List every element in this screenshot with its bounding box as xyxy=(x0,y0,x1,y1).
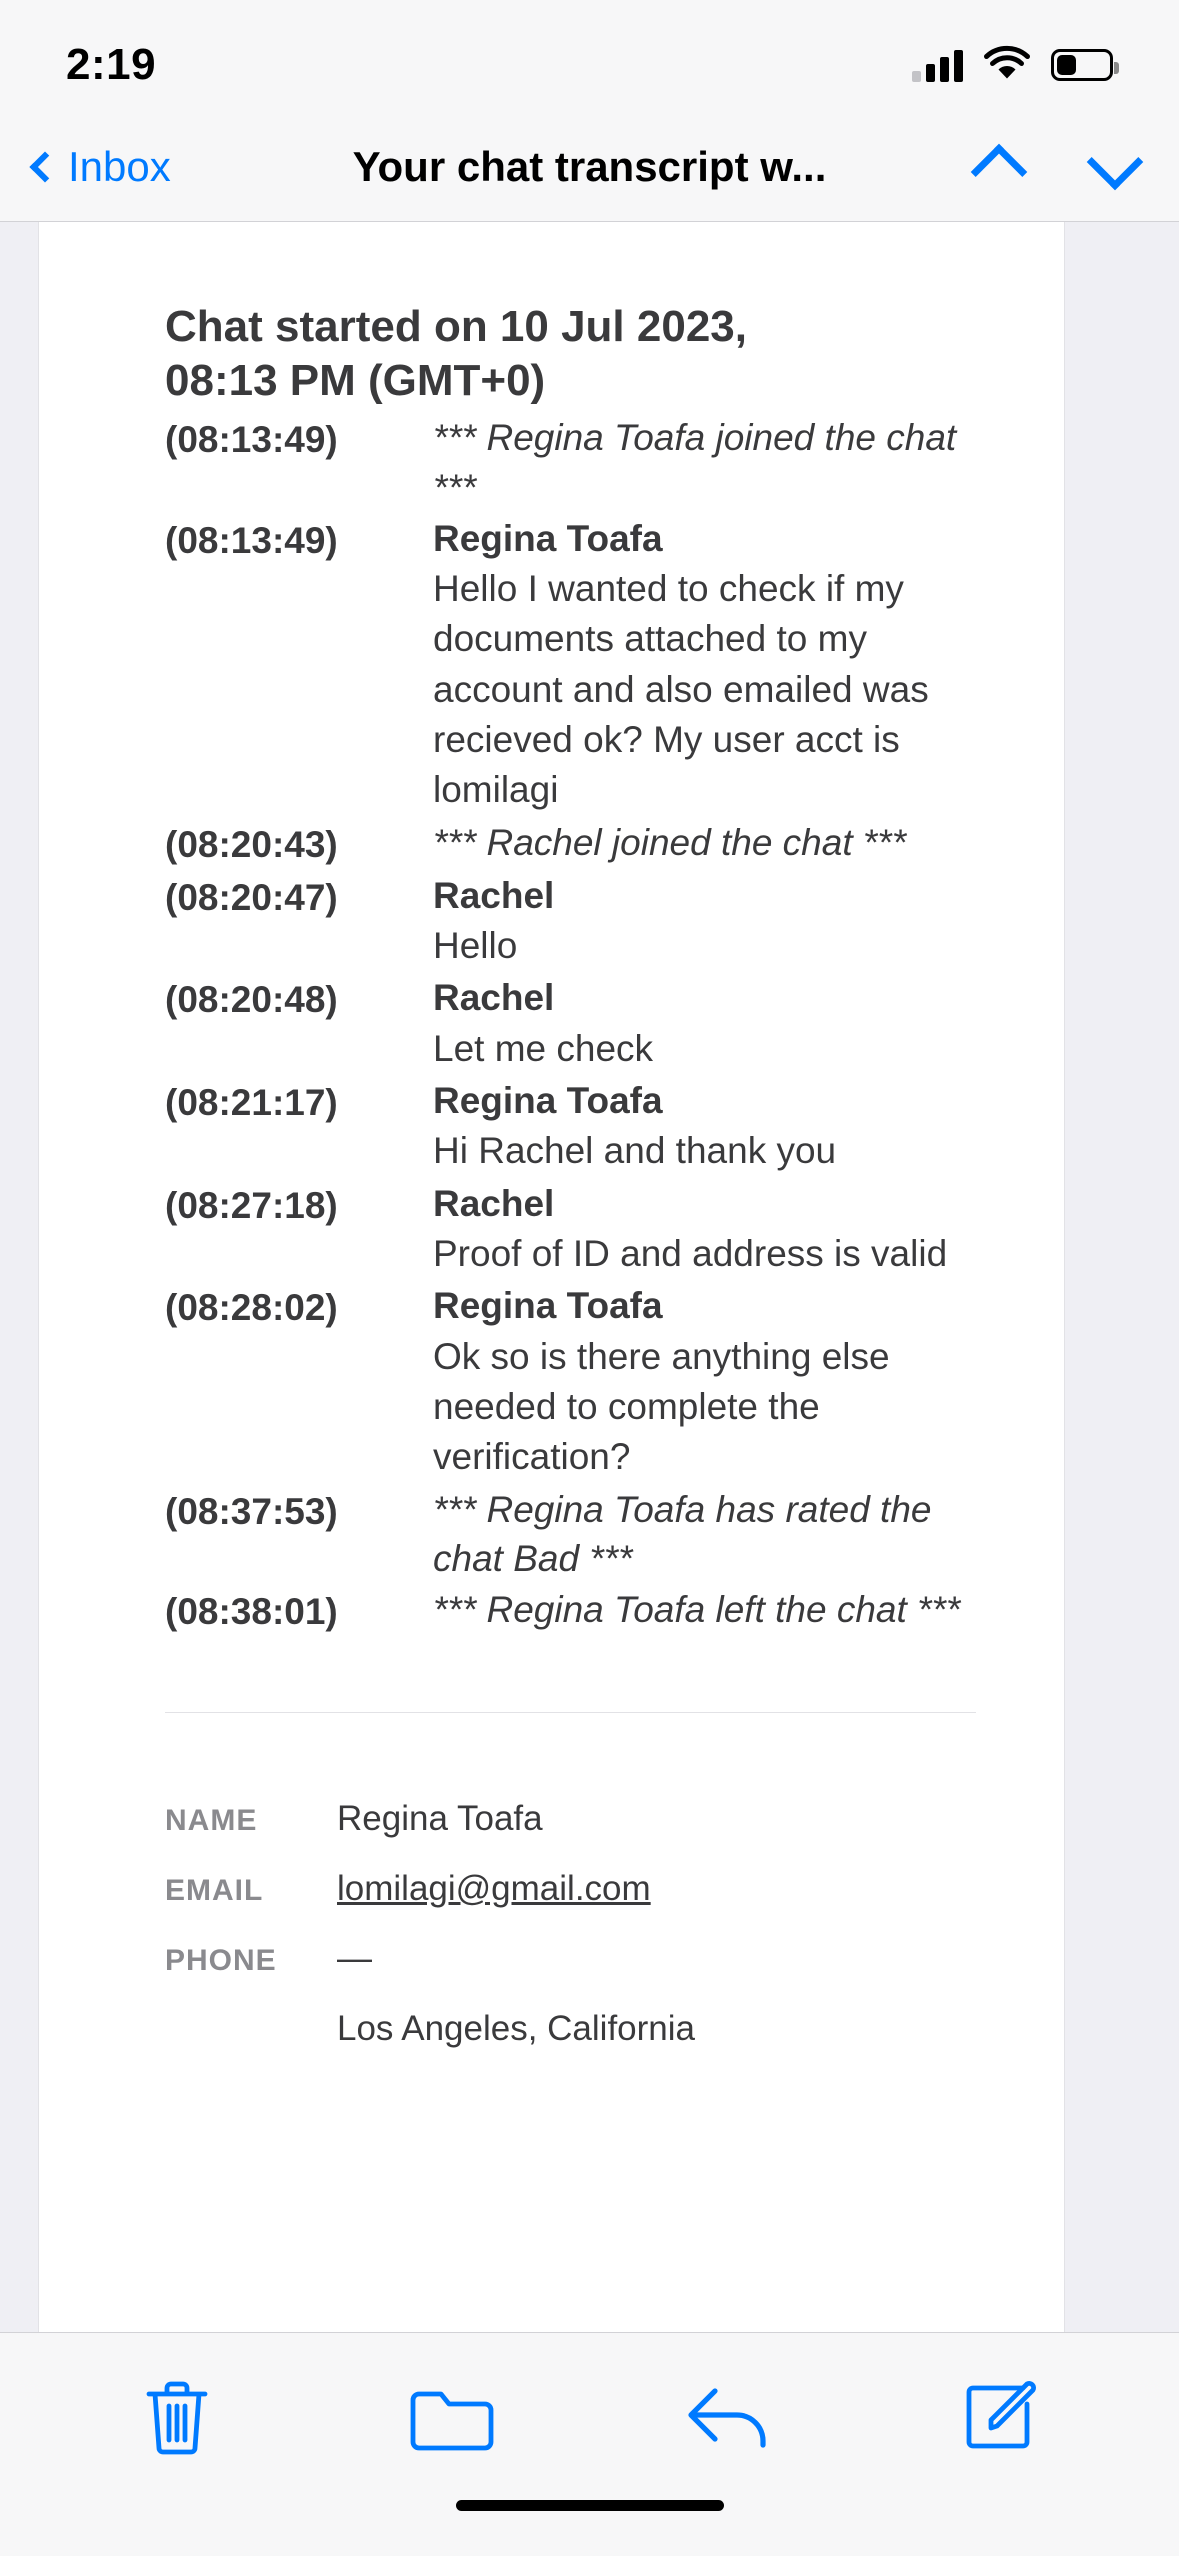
table-row xyxy=(165,1179,976,1280)
delete-button[interactable] xyxy=(122,2372,232,2462)
row-timestamp: (08:38:01) xyxy=(165,1590,338,1632)
detail-label: PHONE xyxy=(165,1944,277,1978)
next-message-button[interactable] xyxy=(1091,140,1145,194)
detail-row-phone xyxy=(165,1939,976,1979)
row-timestamp: (08:13:49) xyxy=(165,519,338,561)
row-timestamp: (08:21:17) xyxy=(165,1082,338,1124)
message-author: Rachel xyxy=(433,977,555,1019)
visitor-details xyxy=(39,1713,1064,2049)
chat-started-heading: Chat started on 10 Jul 2023, 08:13 PM (GMT+0) xyxy=(165,302,747,405)
message-author: Rachel xyxy=(433,874,555,916)
row-content xyxy=(433,1179,976,1280)
detail-row-email xyxy=(165,1869,976,1909)
transcript-container xyxy=(39,222,1064,1713)
row-timestamp: (08:20:48) xyxy=(165,979,338,1021)
detail-row-name xyxy=(165,1799,976,1839)
navigation-bar xyxy=(0,112,1179,222)
table-row xyxy=(165,1485,976,1583)
table-row xyxy=(165,871,976,972)
row-content xyxy=(433,413,976,511)
row-timestamp: (08:13:49) xyxy=(165,419,338,461)
row-timestamp: (08:27:18) xyxy=(165,1184,338,1226)
message-toolbar xyxy=(0,2332,1179,2500)
table-row xyxy=(165,1585,976,1636)
status-indicators xyxy=(912,48,1113,82)
message-text: Ok so is there anything else needed to complete the verification? xyxy=(433,1335,890,1478)
row-content xyxy=(433,1076,976,1177)
row-content xyxy=(433,514,976,816)
reply-arrow-icon xyxy=(685,2381,769,2453)
table-row xyxy=(165,1076,976,1177)
detail-value: Los Angeles, California xyxy=(337,2009,695,2049)
row-content xyxy=(433,1485,976,1583)
table-row xyxy=(165,514,976,816)
email-link[interactable]: lomilagi@gmail.com xyxy=(337,1869,651,1909)
email-body-sheet xyxy=(38,222,1065,2332)
row-content xyxy=(433,818,976,867)
message-author: Regina Toafa xyxy=(433,517,663,559)
detail-value: — xyxy=(337,1939,372,1979)
back-label: Inbox xyxy=(68,142,171,190)
compose-button[interactable] xyxy=(947,2372,1057,2462)
page-title: Your chat transcript w... xyxy=(352,142,827,190)
row-timestamp: (08:20:43) xyxy=(165,823,338,865)
cellular-signal-icon xyxy=(912,48,963,82)
table-row xyxy=(165,1281,976,1482)
wifi-icon xyxy=(985,48,1029,82)
system-message: *** Regina Toafa has rated the chat Bad *** xyxy=(433,1488,932,1579)
transcript-rows xyxy=(165,413,976,1638)
status-bar xyxy=(0,0,1179,112)
move-button[interactable] xyxy=(397,2372,507,2462)
message-nav-controls xyxy=(975,140,1145,194)
status-time: 2:19 xyxy=(66,40,157,89)
previous-message-button[interactable] xyxy=(975,140,1029,194)
trash-icon xyxy=(141,2378,213,2456)
message-author: Regina Toafa xyxy=(433,1080,663,1122)
row-content xyxy=(433,973,976,1074)
message-author: Rachel xyxy=(433,1182,555,1224)
message-text: Proof of ID and address is valid xyxy=(433,1233,948,1275)
message-text: Let me check xyxy=(433,1027,654,1069)
message-text: Hello xyxy=(433,925,518,967)
message-text: Hi Rachel and thank you xyxy=(433,1130,837,1172)
row-content xyxy=(433,871,976,972)
row-timestamp: (08:20:47) xyxy=(165,876,338,918)
message-author: Regina Toafa xyxy=(433,1285,663,1327)
row-timestamp: (08:37:53) xyxy=(165,1490,338,1532)
row-content xyxy=(433,1281,976,1482)
system-message: *** Rachel joined the chat *** xyxy=(433,821,907,863)
table-row xyxy=(165,413,976,511)
folder-icon xyxy=(409,2382,495,2452)
message-scroll-area[interactable] xyxy=(0,222,1179,2332)
row-timestamp: (08:28:02) xyxy=(165,1287,338,1329)
home-indicator-area xyxy=(0,2500,1179,2556)
row-content xyxy=(433,1585,976,1634)
reply-button[interactable] xyxy=(672,2372,782,2462)
system-message: *** Regina Toafa left the chat *** xyxy=(433,1588,961,1630)
table-row xyxy=(165,973,976,1074)
home-indicator[interactable] xyxy=(456,2500,724,2511)
message-text: Hello I wanted to check if my documents attached to my account and also emailed was recieved ok? My user acct is lomilagi xyxy=(433,568,929,811)
detail-value: Regina Toafa xyxy=(337,1799,543,1839)
detail-label: NAME xyxy=(165,1804,258,1838)
table-row xyxy=(165,818,976,869)
back-to-inbox-button[interactable] xyxy=(34,143,171,191)
compose-icon xyxy=(963,2378,1041,2456)
detail-label: EMAIL xyxy=(165,1874,264,1908)
chevron-down-icon xyxy=(1087,133,1144,190)
chevron-left-icon xyxy=(29,151,60,182)
system-message: *** Regina Toafa joined the chat *** xyxy=(433,417,957,508)
battery-icon xyxy=(1051,49,1113,81)
detail-row-location xyxy=(165,2009,976,2049)
chevron-up-icon xyxy=(971,143,1028,200)
